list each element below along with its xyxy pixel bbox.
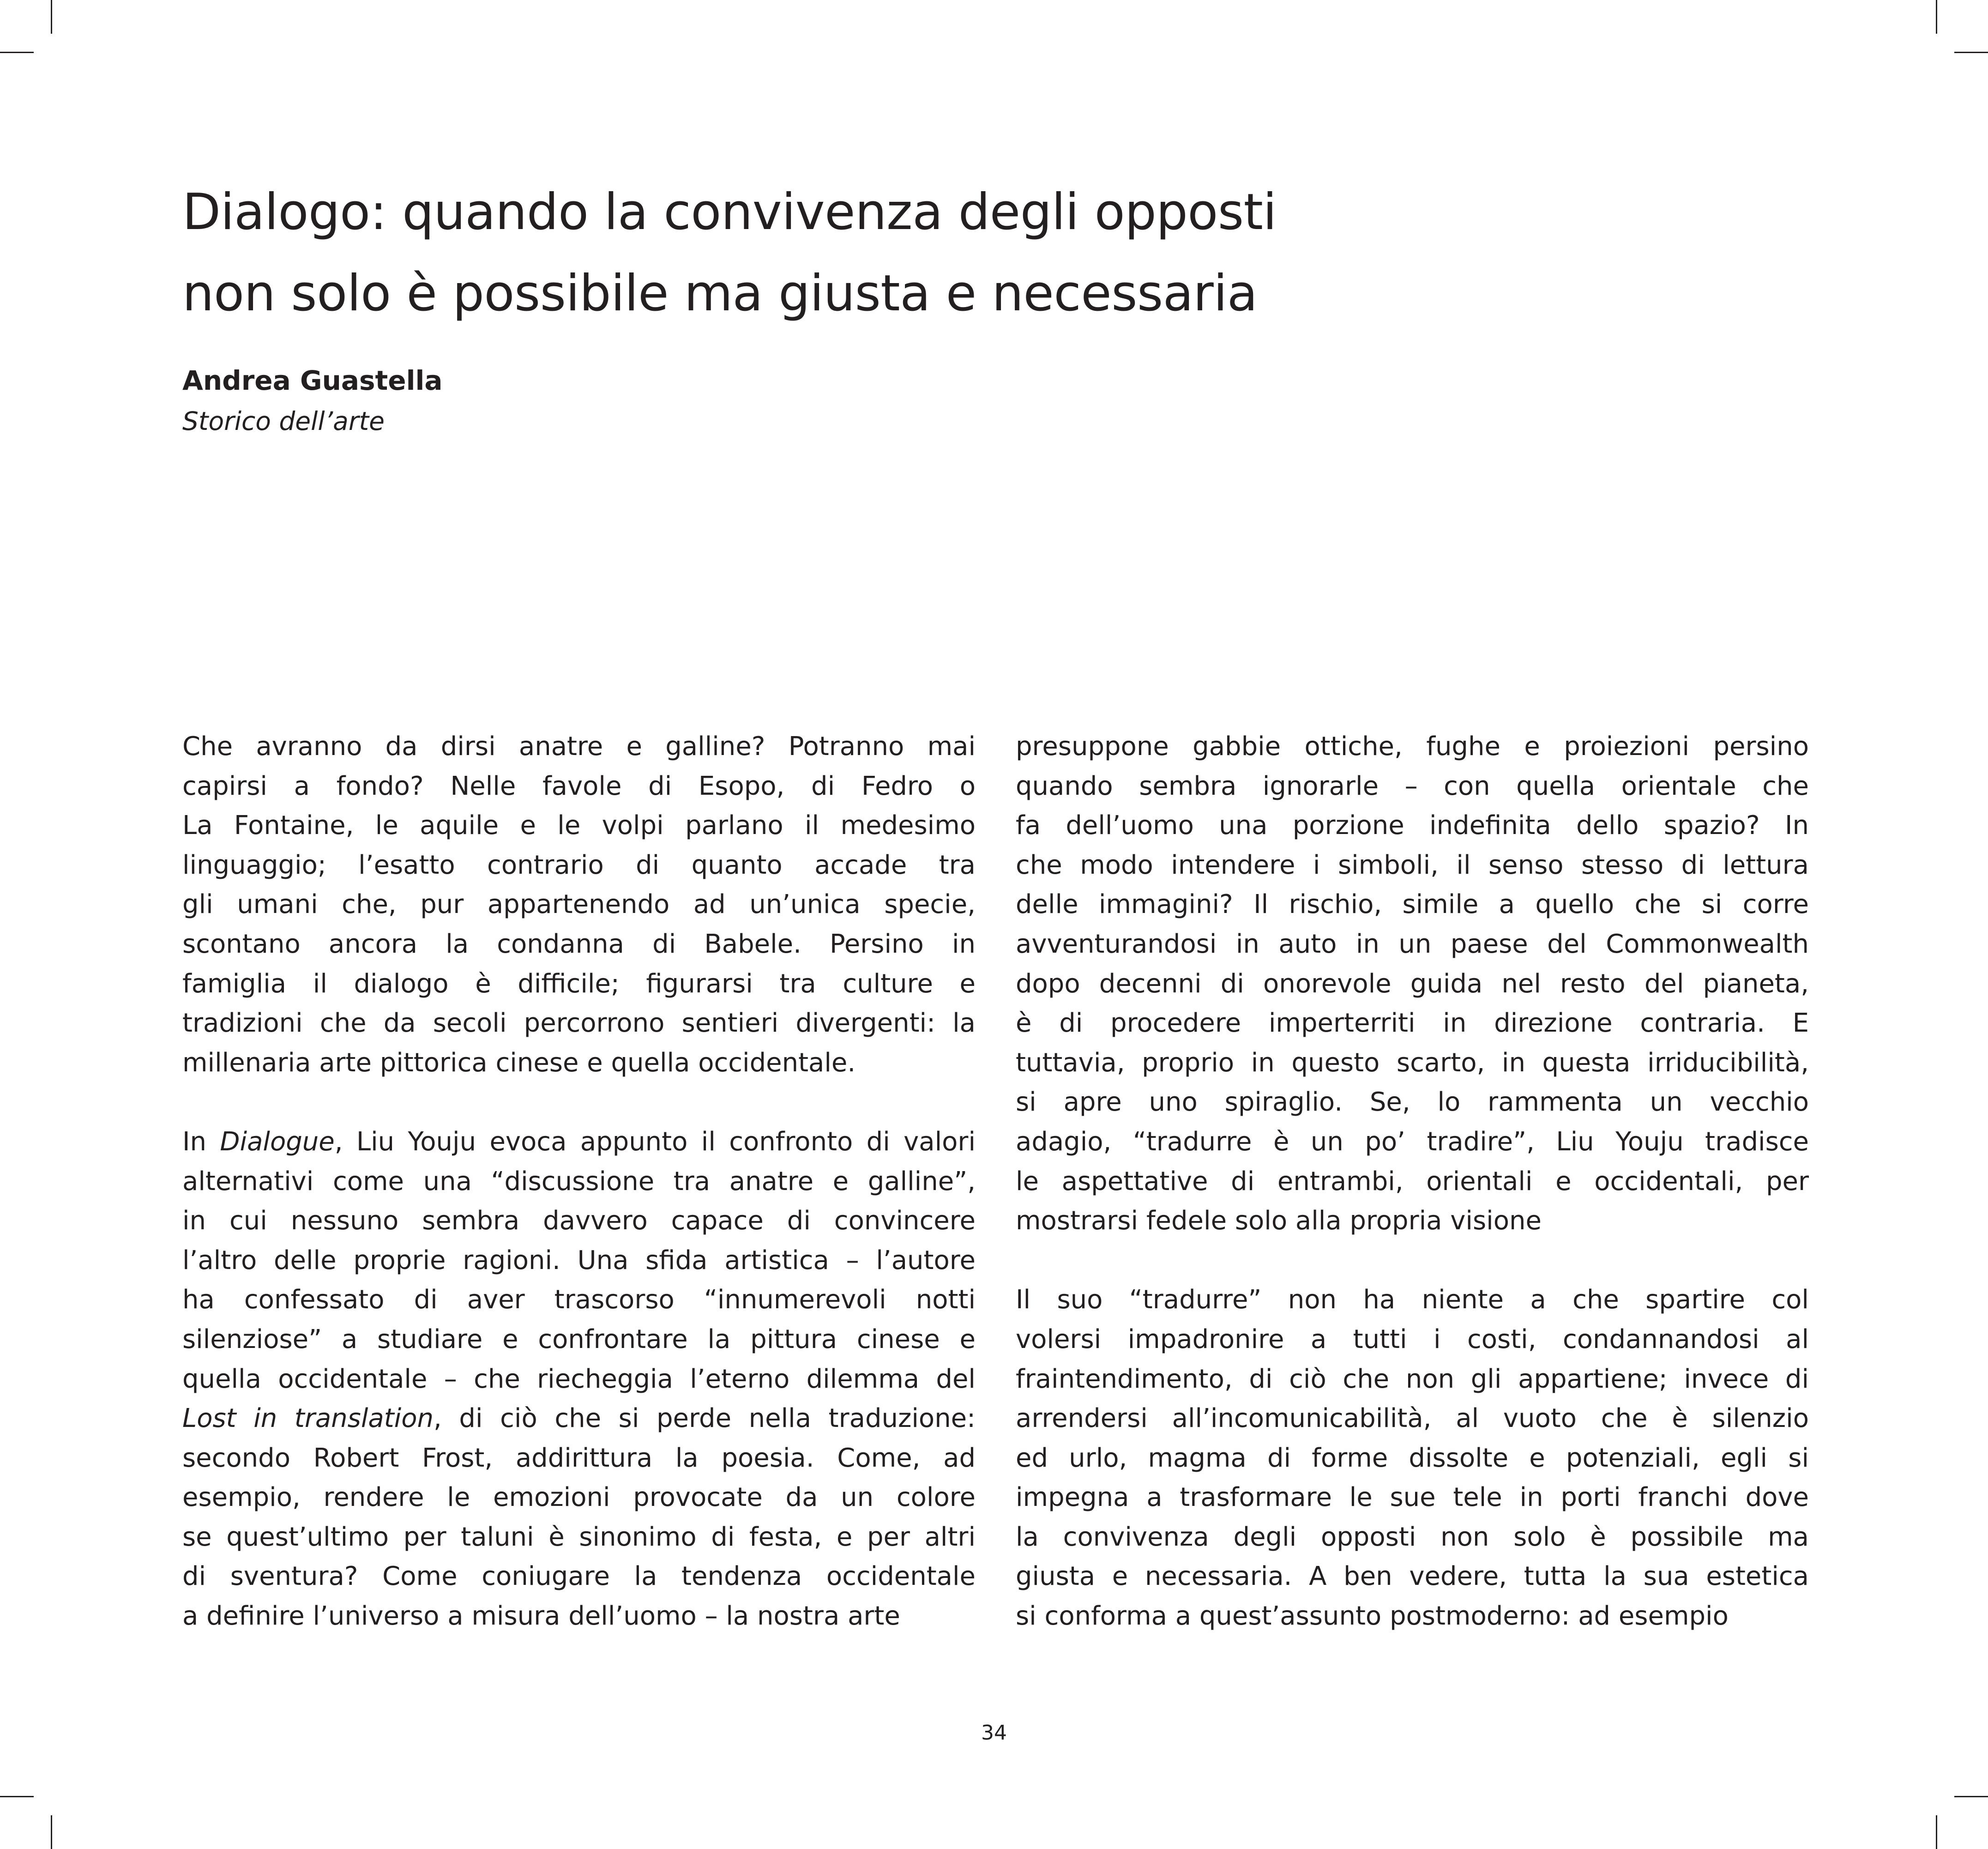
crop-mark-top-left-vertical	[51, 0, 52, 34]
text-segment: di sventura? Come coniugare la tendenza occidentale	[182, 1561, 976, 1592]
text-segment: avventurandosi in auto in un paese del Commonwealth	[1016, 929, 1809, 959]
text-segment: le aspettative di entrambi, orientali e occidentali, per	[1016, 1166, 1809, 1196]
text-segment: in cui nessuno sembra davvero capace di convincere	[182, 1206, 976, 1236]
text-line	[1016, 727, 1809, 767]
text-line	[182, 1003, 976, 1043]
text-segment: mostrarsi fedele solo alla propria visione	[1016, 1206, 1542, 1236]
text-line	[1016, 1162, 1809, 1202]
author-role: Storico dell’arte	[182, 406, 385, 436]
text-segment: fraintendimento, di ciò che non gli appartiene; invece di	[1016, 1364, 1809, 1394]
text-line	[1016, 1320, 1809, 1360]
crop-mark-bottom-left-horizontal	[0, 1796, 34, 1797]
text-line	[1016, 885, 1809, 924]
text-line	[182, 1122, 976, 1162]
text-segment: quando sembra ignorarle – con quella orientale che	[1016, 771, 1809, 801]
text-line	[1016, 1596, 1809, 1636]
text-segment: alternativi come una “discussione tra anatre e galline”,	[182, 1166, 976, 1196]
article-title	[182, 172, 1752, 334]
article-title-line: non solo è possibile ma giusta e necessaria	[182, 265, 1258, 322]
text-line	[182, 727, 976, 767]
text-line	[1016, 1201, 1809, 1241]
text-segment: linguaggio; l’esatto contrario di quanto accade tra	[182, 850, 976, 880]
text-segment: se quest’ultimo per taluni è sinonimo di festa, e per altri	[182, 1522, 976, 1552]
page-number: 34	[981, 1721, 1007, 1745]
text-line	[1016, 767, 1809, 806]
text-line	[1016, 1478, 1809, 1517]
text-segment: millenaria arte pittorica cinese e quella occidentale.	[182, 1047, 856, 1078]
text-segment: esempio, rendere le emozioni provocate da un colore	[182, 1482, 976, 1513]
text-segment: volersi impadronire a tutti i costi, condannandosi al	[1016, 1324, 1809, 1354]
text-line	[182, 1360, 976, 1399]
text-segment: silenziose” a studiare e confrontare la pittura cinese e	[182, 1324, 976, 1354]
text-segment: arrendersi all’incomunicabilità, al vuoto che è silenzio	[1016, 1403, 1809, 1434]
body-paragraph	[1016, 727, 1809, 1241]
text-segment: delle immagini? Il rischio, simile a quello che si corre	[1016, 889, 1809, 920]
crop-mark-bottom-left-vertical	[51, 1815, 52, 1849]
text-segment: secondo Robert Frost, addirittura la poesia. Come, ad	[182, 1443, 976, 1473]
text-line	[1016, 1360, 1809, 1399]
text-segment: ha confessato di aver trascorso “innumerevoli notti	[182, 1285, 976, 1315]
crop-mark-top-right-vertical	[1936, 0, 1937, 34]
text-line	[1016, 924, 1809, 964]
text-segment: Che avranno da dirsi anatre e galline? Potranno mai	[182, 731, 976, 761]
crop-mark-bottom-right-vertical	[1936, 1815, 1937, 1849]
text-line	[1016, 846, 1809, 885]
text-segment: capirsi a fondo? Nelle favole di Esopo, di Fedro o	[182, 771, 976, 801]
text-line	[182, 767, 976, 806]
text-segment: La Fontaine, le aquile e le volpi parlano il medesimo	[182, 810, 976, 841]
text-segment: adagio, “tradurre è un po’ tradire”, Liu Youju tradisce	[1016, 1126, 1809, 1157]
left-text-column	[182, 727, 976, 1636]
text-line	[182, 1320, 976, 1360]
text-line	[182, 1043, 976, 1083]
text-line	[1016, 1399, 1809, 1438]
text-segment: tradizioni che da secoli percorrono sentieri divergenti: la	[182, 1008, 976, 1039]
text-segment: scontano ancora la condanna di Babele. Persino in	[182, 929, 976, 959]
crop-mark-top-left-horizontal	[0, 52, 34, 53]
text-segment: quella occidentale – che riecheggia l’eterno dilemma del	[182, 1364, 976, 1394]
text-line	[182, 1557, 976, 1596]
text-line	[182, 924, 976, 964]
text-line	[1016, 1517, 1809, 1557]
text-line	[1016, 1003, 1809, 1043]
text-line	[1016, 964, 1809, 1004]
text-line	[182, 1280, 976, 1320]
text-line	[1016, 1438, 1809, 1478]
text-segment: dopo decenni di onorevole guida nel resto del pianeta,	[1016, 968, 1809, 999]
text-line	[182, 1201, 976, 1241]
italic-title-text: Lost in translation	[182, 1403, 434, 1434]
crop-mark-bottom-right-horizontal	[1954, 1796, 1988, 1797]
text-line	[1016, 1557, 1809, 1596]
text-segment: si apre uno spiraglio. Se, lo rammenta un vecchio	[1016, 1087, 1809, 1118]
author-name: Andrea Guastella	[182, 365, 443, 396]
text-line	[1016, 1122, 1809, 1162]
text-segment: a definire l’universo a misura dell’uomo – la nostra arte	[182, 1601, 900, 1631]
article-title-line: Dialogo: quando la convivenza degli opposti	[182, 183, 1277, 241]
text-line	[182, 1399, 976, 1438]
text-line	[1016, 1082, 1809, 1122]
text-line	[1016, 1280, 1809, 1320]
text-segment: In	[182, 1126, 220, 1157]
text-line	[182, 846, 976, 885]
italic-title-text: Dialogue	[220, 1126, 335, 1157]
text-line	[182, 1438, 976, 1478]
right-text-column	[1016, 727, 1809, 1636]
text-line	[182, 1241, 976, 1281]
text-line	[182, 1162, 976, 1202]
text-segment: ed urlo, magma di forme dissolte e potenziali, egli si	[1016, 1443, 1809, 1473]
text-segment: , Liu Youju evoca appunto il confronto di valori	[334, 1126, 976, 1157]
text-segment: impegna a trasformare le sue tele in porti franchi dove	[1016, 1482, 1809, 1513]
text-segment: che modo intendere i simboli, il senso stesso di lettura	[1016, 850, 1809, 880]
text-line	[1016, 806, 1809, 846]
text-segment: giusta e necessaria. A ben vedere, tutta la sua estetica	[1016, 1561, 1809, 1592]
text-segment: tuttavia, proprio in questo scarto, in questa irriducibilità,	[1016, 1047, 1809, 1078]
body-paragraph	[1016, 1280, 1809, 1636]
text-segment: famiglia il dialogo è difficile; figurarsi tra culture e	[182, 968, 976, 999]
text-segment: è di procedere imperterriti in direzione contraria. E	[1016, 1008, 1809, 1039]
text-line	[182, 1596, 976, 1636]
text-line	[182, 885, 976, 924]
text-segment: l’altro delle proprie ragioni. Una sfida artistica – l’autore	[182, 1245, 976, 1275]
text-line	[1016, 1043, 1809, 1083]
text-segment: gli umani che, pur appartenendo ad un’unica specie,	[182, 889, 976, 920]
text-segment: , di ciò che si perde nella traduzione:	[433, 1403, 976, 1434]
body-paragraph	[182, 727, 976, 1082]
body-paragraph	[182, 1122, 976, 1636]
text-segment: Il suo “tradurre” non ha niente a che spartire col	[1016, 1285, 1809, 1315]
text-segment: presuppone gabbie ottiche, fughe e proiezioni persino	[1016, 731, 1809, 761]
text-line	[182, 1517, 976, 1557]
text-line	[182, 1478, 976, 1517]
text-segment: la convivenza degli opposti non solo è possibile ma	[1016, 1522, 1809, 1552]
text-line	[182, 806, 976, 846]
text-segment: si conforma a quest’assunto postmoderno: ad esempio	[1016, 1601, 1729, 1631]
text-segment: fa dell’uomo una porzione indefinita dello spazio? In	[1016, 810, 1809, 841]
text-line	[182, 964, 976, 1004]
crop-mark-top-right-horizontal	[1954, 52, 1988, 53]
